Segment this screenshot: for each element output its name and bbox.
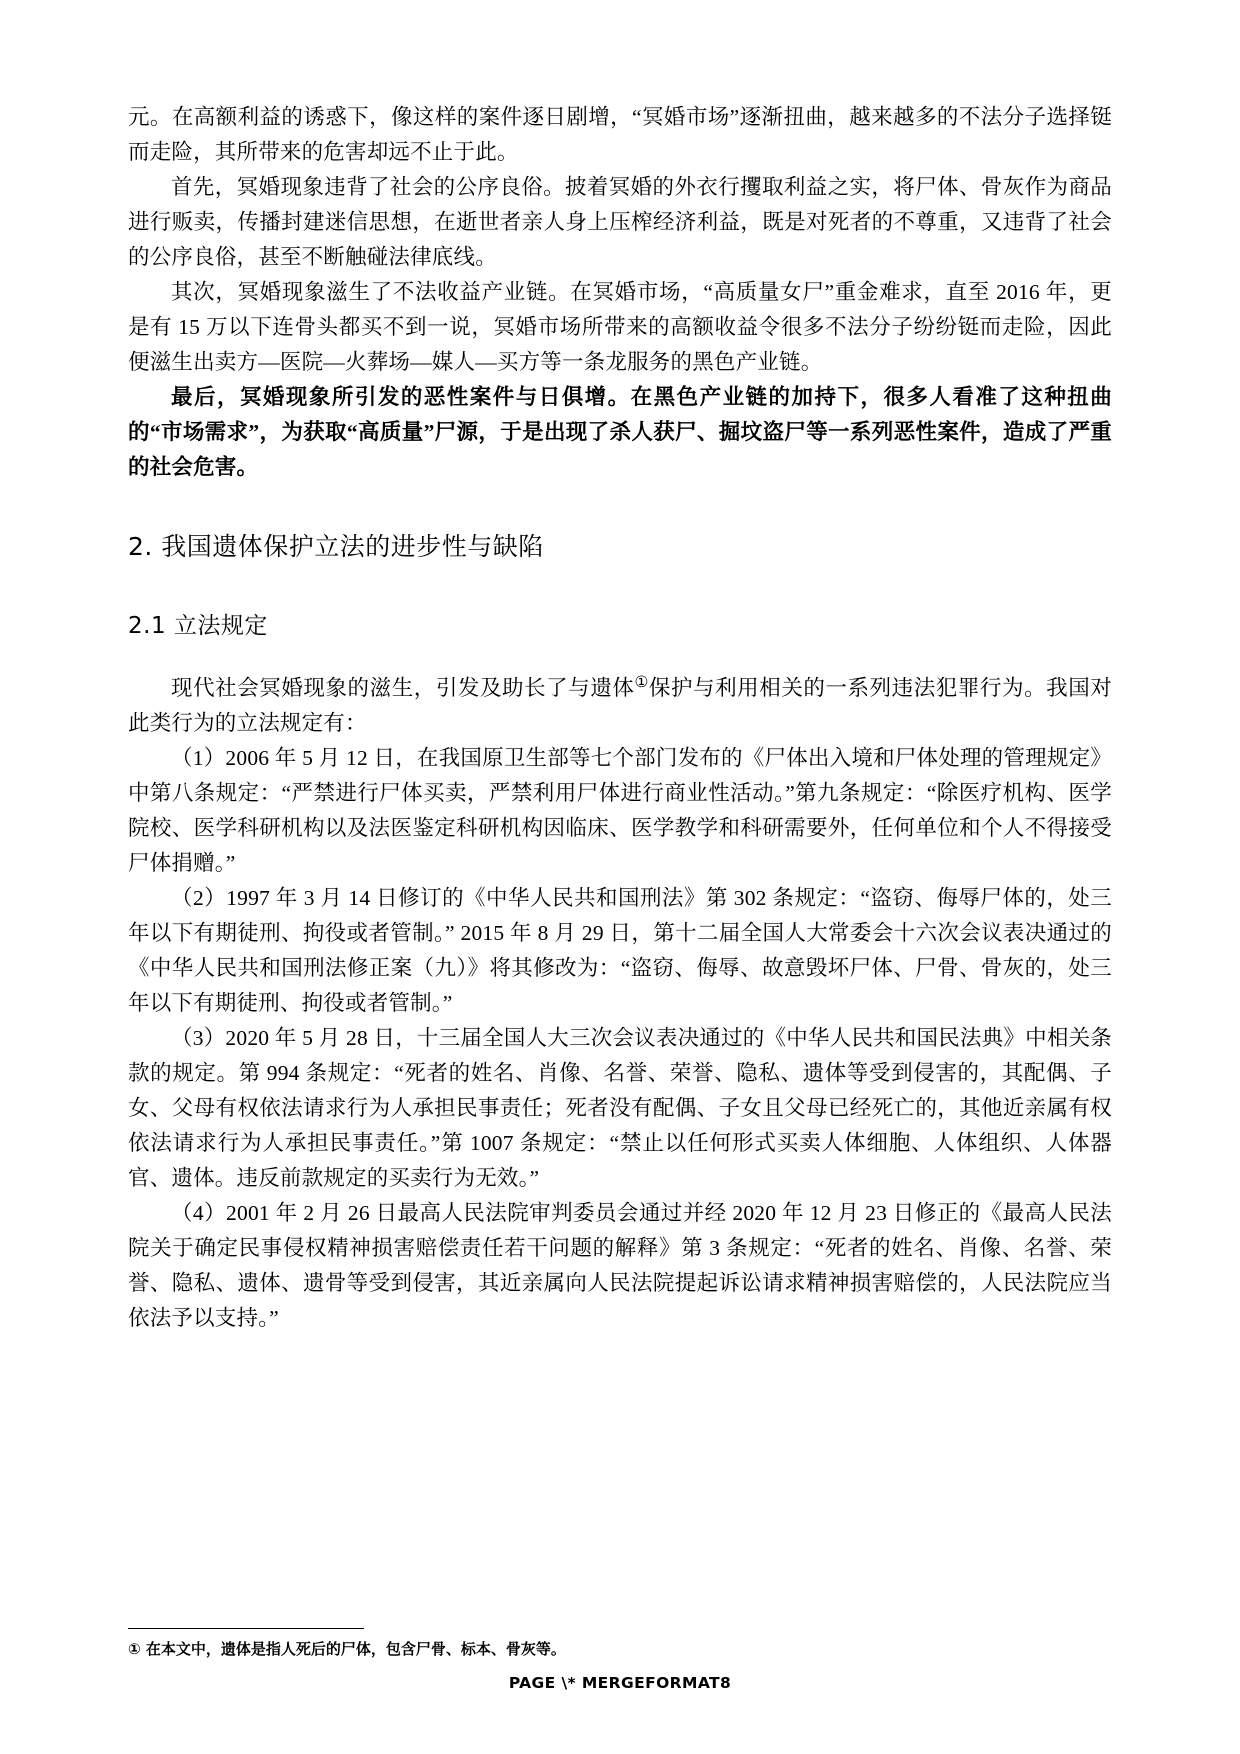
paragraph-third-point: 最后，冥婚现象所引发的恶性案件与日俱增。在黑色产业链的加持下，很多人看准了这种扭曲的“市场需求”，为获取“高质量”尸源，于是出现了杀人获尸、掘坟盗尸等一系列恶性案件，造成了严重的社会危害。 bbox=[128, 385, 1112, 479]
legislation-intro-prefix: 现代社会冥婚现象的滋生，引发及助长了与遗体 bbox=[171, 676, 635, 700]
paragraph-second-point: 其次，冥婚现象滋生了不法收益产业链。在冥婚市场，“高质量女尸”重金难求，直至 2016 年，更是有 15 万以下连骨头都买不到一说，冥婚市场所带来的高额收益令很多不法分子纷纷铤而走险，因此便滋生出卖方—医院—火葬场—媒人—买方等一条龙服务的黑色产业链。 bbox=[128, 280, 1112, 374]
page-number-field: PAGE \* MERGEFORMAT8 bbox=[508, 1674, 732, 1692]
paragraph-first-point: 首先，冥婚现象违背了社会的公序良俗。披着冥婚的外衣行攫取利益之实，将尸体、骨灰作为商品进行贩卖，传播封建迷信思想，在逝世者亲人身上压榨经济利益，既是对死者的不尊重，又违背了社会的公序良俗，甚至不断触碰法律底线。 bbox=[128, 175, 1112, 269]
footnote-text: ① 在本文中，遗体是指人死后的尸体，包含尸骨、标本、骨灰等。 bbox=[128, 1640, 566, 1658]
paragraph-law-item-3: （3）2020 年 5 月 28 日，十三届全国人大三次会议表决通过的《中华人民共和国民法典》中相关条款的规定。第 994 条规定：“死者的姓名、肖像、名誉、荣誉、隐私、遗体等受到侵害的，其配偶、子女、父母有权依法请求行为人承担民事责任；死者没有配偶、子女且父母已经死亡的，其他近亲属有权依法请求行为人承担民事责任。”第 1007 条规定：“禁止以任何形式买卖人体细胞、人体组织、人体器官、遗体。违反前款规定的买卖行为无效。” bbox=[128, 1026, 1112, 1190]
footnote-marker: ① bbox=[634, 673, 649, 691]
paragraph-law-item-2: （2）1997 年 3 月 14 日修订的《中华人民共和国刑法》第 302 条规定：“盗窃、侮辱尸体的，处三年以下有期徒刑、拘役或者管制。” 2015 年 8 月 29 日，第十二届全国人大常委会十六次会议表决通过的《中华人民共和国刑法修正案（九）》将其修改为：“盗窃、侮辱、故意毁坏尸体、尸骨、骨灰的，处三年以下有期徒刑、拘役或者管制。” bbox=[128, 886, 1112, 1015]
paragraph-intro: 元。在高额利益的诱惑下，像这样的案件逐日剧增，“冥婚市场”逐渐扭曲，越来越多的不法分子选择铤而走险，其所带来的危害却远不止于此。 bbox=[128, 105, 1112, 164]
paragraph-law-item-4: （4）2001 年 2 月 26 日最高人民法院审判委员会通过并经 2020 年 12 月 23 日修正的《最高人民法院关于确定民事侵权精神损害赔偿责任若干问题的解释》第 3 条规定：“死者的姓名、肖像、名誉、荣誉、隐私、遗体、遗骨等受到侵害，其近亲属向人民法院提起诉讼请求精神损害赔偿的，人民法院应当依法予以支持。” bbox=[128, 1201, 1112, 1330]
footnote-area bbox=[128, 1628, 1112, 1660]
section-heading-2-1: 2.1 立法规定 bbox=[128, 613, 268, 639]
section-heading-2: 2. 我国遗体保护立法的进步性与缺陷 bbox=[128, 532, 544, 561]
legislation-intro-suffix: 保护与利用相关的一系列违法犯罪行为。我国对此类行为的立法规定有： bbox=[128, 676, 1112, 735]
paragraph-legislation-intro bbox=[128, 671, 1112, 741]
paragraph-law-item-1: （1）2006 年 5 月 12 日，在我国原卫生部等七个部门发布的《尸体出入境和尸体处理的管理规定》中第八条规定：“严禁进行尸体买卖，严禁利用尸体进行商业性活动。”第九条规定：“除医疗机构、医学院校、医学科研机构以及法医鉴定科研机构因临床、医学教学和科研需要外，任何单位和个人不得接受尸体捐赠。” bbox=[128, 746, 1112, 875]
footnote-separator bbox=[128, 1628, 364, 1629]
